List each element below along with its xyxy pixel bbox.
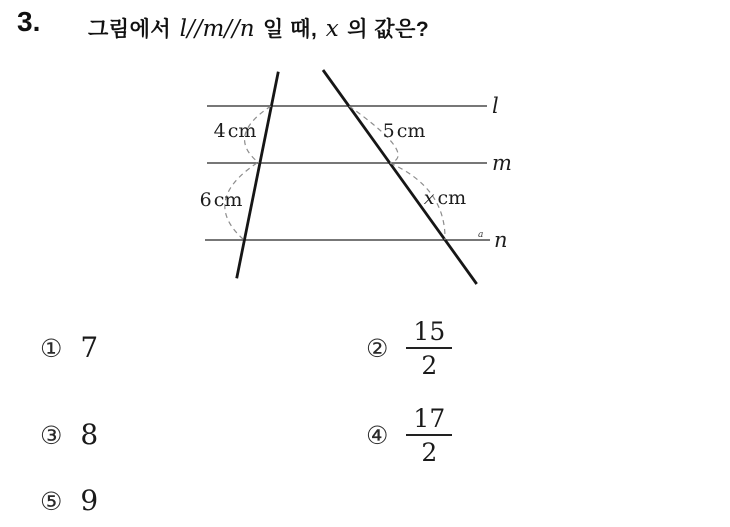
title-text-prefix: 그림에서 <box>88 18 172 41</box>
label-x-variable: x <box>423 187 435 209</box>
title-math-x: x <box>325 16 339 42</box>
label-segment-6cm <box>200 189 243 211</box>
question-number: 3. <box>17 6 41 37</box>
option-2-marker: ② <box>366 333 389 363</box>
option-1-marker: ① <box>40 333 63 363</box>
label-6-value: 6 <box>199 189 212 211</box>
option-2-numerator: 15 <box>413 316 446 346</box>
label-line-m: m <box>492 151 512 175</box>
label-segment-5cm <box>383 120 426 142</box>
option-3 <box>40 418 99 451</box>
label-5-value: 5 <box>382 120 395 142</box>
option-1-value: 7 <box>80 331 99 364</box>
title-text-middle: 일 때, <box>263 18 318 41</box>
label-segment-4cm <box>214 120 257 142</box>
option-2-fraction <box>406 316 452 380</box>
option-4-marker: ④ <box>366 420 389 450</box>
option-2-denominator: 2 <box>421 350 438 380</box>
right-transversal-line <box>323 70 477 284</box>
option-1 <box>40 331 99 364</box>
label-4-value: 4 <box>213 120 226 142</box>
label-segment-xcm <box>424 187 466 209</box>
label-4-unit: cm <box>227 120 257 142</box>
label-6-unit: cm <box>213 189 243 211</box>
small-stray-mark: a <box>478 230 484 240</box>
question-title <box>88 13 429 43</box>
option-4-denominator: 2 <box>421 437 438 467</box>
label-line-n: n <box>494 228 508 252</box>
option-2 <box>366 312 452 384</box>
label-line-l: l <box>492 94 499 118</box>
option-5-marker: ⑤ <box>40 486 63 516</box>
option-4-fraction <box>406 403 452 467</box>
option-3-value: 8 <box>80 418 99 451</box>
option-3-marker: ③ <box>40 420 63 450</box>
parallel-lines-diagram <box>180 60 540 295</box>
label-5-unit: cm <box>396 120 426 142</box>
option-5-value: 9 <box>80 484 99 517</box>
option-5 <box>40 484 99 517</box>
title-math-parallel-lines: l//m//n <box>179 16 255 42</box>
label-x-unit: cm <box>437 187 467 209</box>
option-4-numerator: 17 <box>413 403 446 433</box>
option-4 <box>366 399 452 471</box>
left-transversal-line <box>237 72 279 279</box>
title-text-suffix: 의 값은? <box>347 18 430 41</box>
